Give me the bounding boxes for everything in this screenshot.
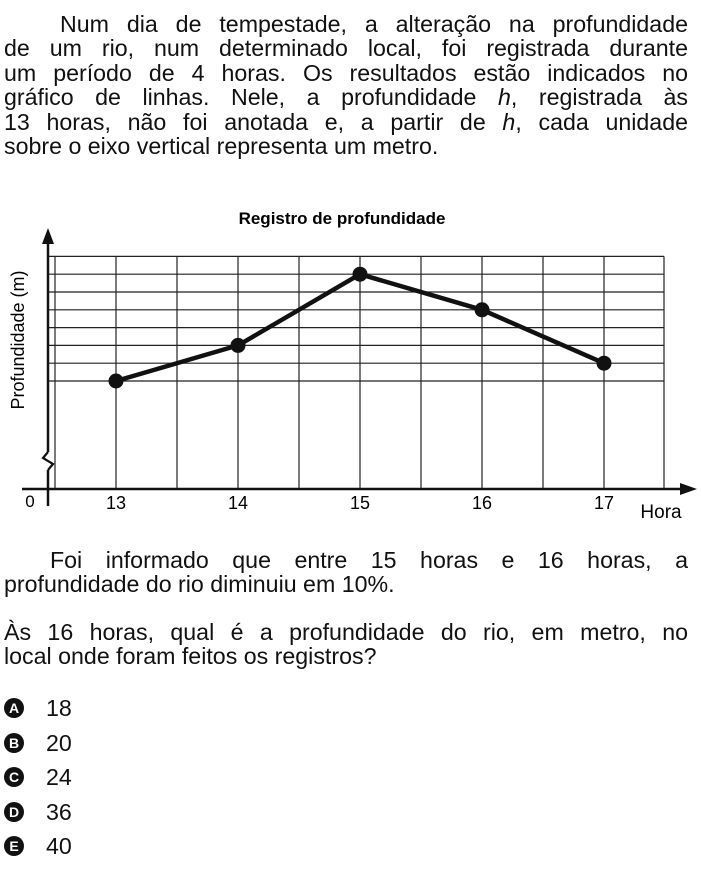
intro-line-3: um período de 4 horas. Os resultados estão indicados no bbox=[4, 59, 688, 86]
option-a-value: 18 bbox=[46, 694, 72, 721]
option-d-letter: D bbox=[4, 802, 24, 822]
intro-line-4: gráfico de linhas. Nele, a profundidade h, registrada às bbox=[4, 84, 688, 111]
option-c-letter: C bbox=[4, 767, 24, 787]
y-axis-label: Profundidade (m) bbox=[8, 270, 28, 410]
depth-line-chart bbox=[0, 200, 701, 530]
x-tick-label: 14 bbox=[227, 493, 249, 513]
intro-line-5: 13 horas, não foi anotada e, a partir de h, cada unidade bbox=[4, 108, 688, 135]
y-axis-break bbox=[43, 452, 53, 470]
option-e-letter: E bbox=[4, 836, 24, 856]
option-e[interactable] bbox=[4, 831, 72, 861]
option-b-value: 20 bbox=[46, 729, 72, 756]
x-axis-label: Hora bbox=[640, 502, 682, 523]
chart-tick-labels bbox=[106, 493, 614, 513]
question-line-1: Às 16 horas, qual é a profundidade do rio, em metro, no bbox=[4, 619, 688, 645]
x-axis-arrow bbox=[680, 483, 697, 495]
option-c-value: 24 bbox=[46, 763, 72, 790]
data-point-17 bbox=[597, 356, 612, 371]
info-line-1: Foi informado que entre 15 horas e 16 horas, a bbox=[50, 547, 688, 573]
x-tick-label: 17 bbox=[593, 493, 615, 513]
option-a[interactable] bbox=[4, 693, 72, 723]
x-tick-label: 15 bbox=[349, 493, 371, 513]
option-d-value: 36 bbox=[46, 798, 72, 825]
option-a-letter: A bbox=[4, 698, 24, 718]
intro-line-2: de um rio, num determinado local, foi registrada durante bbox=[4, 35, 688, 62]
info-paragraph bbox=[4, 548, 688, 597]
option-b[interactable] bbox=[4, 728, 72, 758]
intro-line-6: sobre o eixo vertical representa um metro. bbox=[4, 133, 439, 160]
option-c[interactable] bbox=[4, 762, 72, 792]
question-line-2: local onde foram feitos os registros? bbox=[4, 643, 377, 670]
data-point-14 bbox=[231, 338, 246, 353]
data-point-15 bbox=[353, 267, 368, 282]
question-paragraph bbox=[4, 620, 688, 669]
y-axis-arrow bbox=[42, 228, 54, 244]
data-point-16 bbox=[475, 302, 490, 317]
option-b-letter: B bbox=[4, 733, 24, 753]
data-point-13 bbox=[109, 374, 124, 389]
option-d[interactable] bbox=[4, 797, 72, 827]
intro-line-1: Num dia de tempestade, a alteração na profundidade bbox=[60, 11, 688, 37]
origin-label: 0 bbox=[25, 492, 35, 511]
option-e-value: 40 bbox=[46, 832, 72, 859]
intro-paragraph bbox=[4, 12, 688, 158]
chart-title: Registro de profundidade bbox=[238, 209, 446, 228]
info-line-2: profundidade do rio diminuiu em 10%. bbox=[4, 571, 395, 598]
x-tick-label: 16 bbox=[471, 493, 493, 513]
x-tick-label: 13 bbox=[105, 493, 127, 513]
